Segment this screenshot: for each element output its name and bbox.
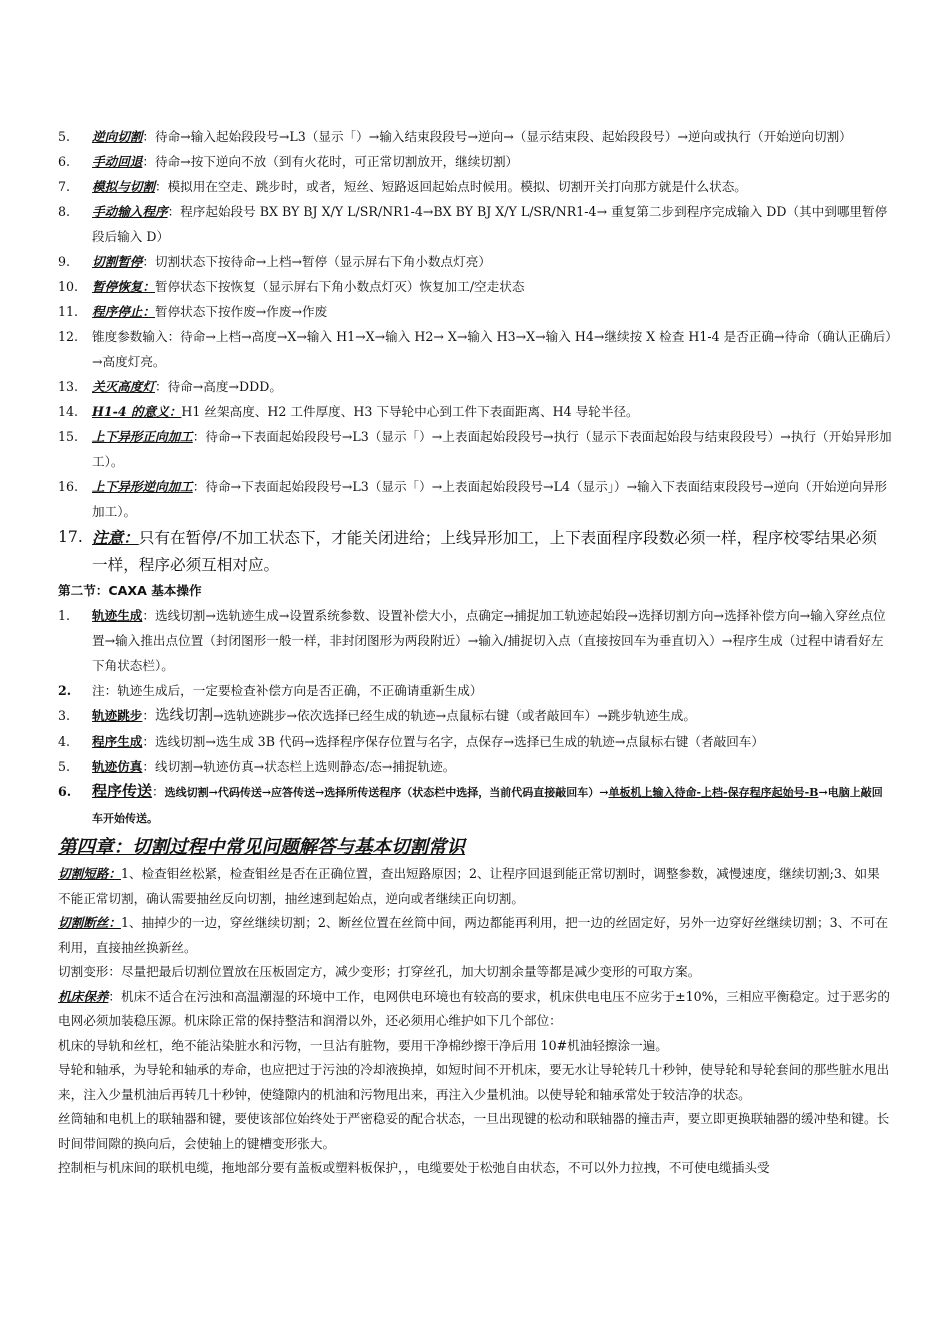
- term: 机床保养: [58, 988, 109, 1004]
- list-number: 13.: [58, 379, 79, 394]
- term: 手动回退: [92, 154, 143, 169]
- separator: ：: [152, 784, 165, 799]
- list-item: [58, 754, 892, 779]
- term: 手动输入程序: [92, 204, 168, 219]
- description: 暂停状态下按作废→作废→作废: [154, 304, 328, 319]
- list-item: [58, 274, 892, 299]
- description: 线切割→轨迹仿真→状态栏上选则静态/态→捕捉轨迹。: [154, 759, 456, 774]
- description: 选线切割→选生成 3B 代码→选择程序保存位置与名字，点保存→选择已生成的轨迹→点鼠标右键（者敲回车）: [154, 734, 764, 749]
- description: 待命→高度→DDD。: [167, 379, 282, 394]
- paragraph: [58, 1058, 892, 1107]
- list-item: [58, 174, 892, 199]
- paragraph: [58, 960, 892, 985]
- term: 上下异形正向加工: [92, 429, 193, 444]
- list-item: [58, 149, 892, 174]
- list-item: [58, 603, 892, 678]
- chapter-title: 第四章：切割过程中常见问题解答与基本切割常识: [58, 837, 466, 858]
- paragraph-text: ：机床不适合在污浊和高温潮湿的环境中工作，电网供电环境也有较高的要求，机床供电电压不应劣于±10%，三相应平衡稳定。过于恶劣的电网必须加装稳压源。机床除正常的保持整洁和润滑以外，还必须用心维护如下几个部位：: [58, 988, 890, 1028]
- term: 注意：: [92, 528, 139, 547]
- lead-text: 选线切割: [154, 708, 213, 724]
- list-item: [58, 678, 892, 703]
- term: 模拟与切割: [92, 179, 155, 194]
- list-number: 6.: [58, 154, 71, 169]
- term: 关灭高度灯: [92, 379, 155, 394]
- description: 程序起始段号 BX BY BJ X/Y L/SR/NR1-4→BX BY BJ X/Y L/SR/NR1-4→ 重复第二步到程序完成输入 DD（其中到哪里暂停段后输入 D）: [92, 204, 888, 244]
- section-title: 第二节：CAXA 基本操作: [58, 583, 202, 598]
- term: 上下异形逆向加工: [92, 479, 193, 494]
- term: 轨迹跳步: [92, 708, 143, 723]
- list-number: 12.: [58, 329, 79, 344]
- paragraph-text: 切割变形：尽量把最后切割位置放在压板固定方，减少变形；打穿丝孔，加大切割余量等都是减少变形的可取方案。: [58, 964, 701, 979]
- list-item: [58, 399, 892, 424]
- paragraph: [58, 1107, 892, 1156]
- description-tail: 单板机上输入待命-上档-保存程序起始号-B: [608, 786, 819, 799]
- paragraph: [58, 1156, 892, 1181]
- list-number: 7.: [58, 179, 71, 194]
- list-number: 17.: [58, 528, 83, 546]
- description: 待命→输入起始段段号→L3（显示「）→输入结束段段号→逆向→（显示结束段、起始段段号）→逆向或执行（开始逆向切割）: [154, 129, 852, 144]
- separator: ：: [142, 154, 155, 169]
- list-number: 16.: [58, 479, 79, 494]
- description: 锥度参数输入：待命→上档→高度→X→输入 H1→X→输入 H2→ X→输入 H3→X→输入 H4→继续按 X 检查 H1-4 是否正确→待命（确认正确后）→高度灯亮。: [92, 329, 892, 369]
- paragraph: [58, 862, 892, 911]
- term: 逆向切割: [92, 129, 143, 144]
- term: 切割断丝：: [58, 915, 121, 930]
- list-number: 15.: [58, 429, 79, 444]
- paragraph: [58, 911, 892, 960]
- list-item: [58, 199, 892, 249]
- term: 程序生成: [92, 734, 143, 749]
- description: 切割状态下按待命→上档→暂停（显示屏右下角小数点灯亮）: [154, 254, 491, 269]
- separator: ：: [154, 179, 168, 194]
- list-item: [58, 324, 892, 374]
- list-number: 2.: [58, 683, 72, 698]
- list-number: 5.: [58, 129, 71, 144]
- separator: ：: [142, 708, 155, 723]
- separator: ：: [142, 734, 155, 749]
- list-item: [58, 474, 892, 524]
- list-item: [58, 299, 892, 324]
- description-end: →电脑上敲回车开始传送。: [92, 786, 883, 825]
- description: 待命→下表面起始段段号→L3（显示「）→上表面起始段段号→执行（显示下表面起始段与结束段段号）→执行（开始异形加工）。: [92, 429, 892, 469]
- list-number: 8.: [58, 204, 71, 219]
- separator: ：: [167, 204, 181, 219]
- description: 注：轨迹生成后，一定要检查补偿方向是否正确，不正确请重新生成）: [92, 683, 483, 698]
- paragraph: [58, 985, 892, 1034]
- list-number: 9.: [58, 254, 71, 269]
- term: 切割暂停: [92, 254, 143, 269]
- list-number: 14.: [58, 404, 79, 419]
- list-item: [58, 374, 892, 399]
- term: 切割短路：: [58, 866, 121, 881]
- description: 只有在暂停/不加工状态下，才能关闭进给；上线异形加工，上下表面程序段数必须一样，程序校零结果必须一样，程序必须互相对应。: [92, 529, 877, 574]
- term: 暂停恢复：: [92, 279, 155, 294]
- description: →选轨迹跳步→依次选择已经生成的轨迹→点鼠标右键（或者敲回车）→跳步轨迹生成。: [212, 708, 696, 723]
- list-number: 11.: [58, 304, 79, 319]
- separator: ：: [154, 379, 168, 394]
- separator: ：: [142, 129, 155, 144]
- list-item: [58, 124, 892, 149]
- separator: ：: [192, 479, 206, 494]
- separator: ：: [142, 254, 155, 269]
- paragraph-text: 1、抽掉少的一边，穿丝继续切割；2、断丝位置在丝筒中间，两边都能再利用，把一边的丝固定好，另外一边穿好丝继续切割；3、不可在利用，直接抽丝换新丝。: [58, 915, 889, 955]
- list-number: 5.: [58, 759, 71, 774]
- term: 轨迹生成: [92, 608, 143, 623]
- paragraph-text: 机床的导轨和丝杠，绝不能沾染脏水和污物，一旦沾有脏物，要用干净棉纱擦干净后用 10#机油轻擦涂一遍。: [58, 1037, 668, 1053]
- paragraph-text: 导轮和轴承，为导轮和轴承的寿命，也应把过于污浊的冷却液换掉，如短时间不开机床，要无水让导轮转几十秒钟，使导轮和导轮套间的那些脏水甩出来，注入少量机油后再转几十秒钟，使缝隙内的机油和污物甩出来，再注入少量机油。以使导轮和轴承常处于较洁净的状态。: [58, 1062, 890, 1102]
- paragraph-text: 控制柜与机床间的联机电缆，拖地部分要有盖板或塑料板保护，，电缆要处于松弛自由状态，不可以外力拉拽，不可使电缆插头受: [58, 1160, 770, 1175]
- list-number: 1.: [58, 608, 71, 623]
- description: 选线切割→代码传送→应答传送→选择所传送程序（状态栏中选择，当前代码直接敲回车）→: [164, 786, 609, 799]
- description: H1 丝架高度、H2 工件厚度、H3 下导轮中心到工件下表面距离、H4 导轮半径。: [181, 404, 639, 419]
- list-number: 3.: [58, 708, 71, 723]
- term: 程序停止：: [92, 304, 155, 319]
- list-item: [58, 249, 892, 274]
- description: 待命→下表面起始段段号→L3（显示「）→上表面起始段段号→L4（显示」）→输入下表面结束段段号→逆向（开始逆向异形加工）。: [92, 479, 888, 519]
- paragraph-text: 丝筒轴和电机上的联轴器和键，要使该部位始终处于严密稳妥的配合状态，一旦出现键的松动和联轴器的撞击声，要立即更换联轴器的缓冲垫和键。长时间带间隙的换向后，会使轴上的键槽变形张大。: [58, 1111, 890, 1151]
- description: 待命→按下逆向不放（到有火花时，可正常切割放开，继续切割）: [154, 154, 519, 169]
- separator: ：: [142, 759, 155, 774]
- description: 暂停状态下按恢复（显示屏右下角小数点灯灭）恢复加工/空走状态: [154, 279, 525, 294]
- list-item: [58, 703, 892, 729]
- list-number: 10.: [58, 279, 79, 294]
- description: 选线切割→选轨迹生成→设置系统参数、设置补偿大小，点确定→捕捉加工轨迹起始段→选择切割方向→选择补偿方向→输入穿丝点位置→输入推出点位置（封闭图形一般一样，非封闭图形为两段附近）→输入/捕捉切入点（直接按回车为垂直切入）→程序生成（过程中请看好左下角状态栏）。: [92, 608, 886, 673]
- list-item: [58, 729, 892, 754]
- term: H1-4 的意义：: [92, 404, 182, 419]
- list-item: [58, 779, 892, 831]
- separator: ：: [192, 429, 206, 444]
- separator: ：: [142, 608, 155, 623]
- paragraph: [58, 1034, 892, 1059]
- list-item: [58, 424, 892, 474]
- paragraph-text: 1、检查钼丝松紧，检查钼丝是否在正确位置，查出短路原因；2、让程序回退到能正常切割时，调整参数，减慢速度，继续切割;3、如果不能正常切割，确认需要抽丝反向切割，抽丝速到起始点，逆向或者继续正向切割。: [58, 866, 880, 906]
- document-page: [58, 124, 892, 1181]
- term: 程序传送: [92, 782, 153, 800]
- list-number: 6.: [58, 784, 72, 799]
- description: 模拟用在空走、跳步时，或者，短丝、短路返回起始点时候用。模拟、切割开关打向那方就是什么状态。: [167, 179, 747, 194]
- list-number: 4.: [58, 734, 71, 749]
- term: 轨迹仿真: [92, 759, 143, 774]
- list-item: [58, 524, 892, 579]
